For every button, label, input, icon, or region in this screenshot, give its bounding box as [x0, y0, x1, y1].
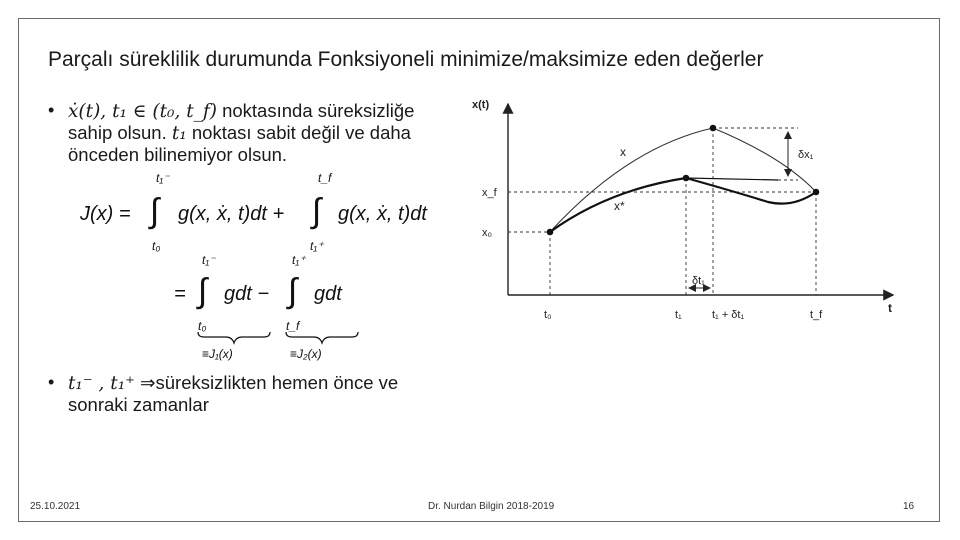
integral-sign-2: ∫: [312, 192, 322, 230]
delta-x1-label: δx₁: [798, 149, 814, 161]
eq-lhs: J(x) =: [80, 203, 131, 225]
point-tf: [813, 189, 820, 196]
eq-int2-lower: t₁⁺: [310, 239, 324, 253]
eq-int1-upper: t₁⁻: [156, 171, 170, 185]
point-t1-dt1: [710, 125, 717, 132]
bullet-dot: •: [48, 100, 55, 120]
bullet-2-line2: sonraki zamanlar: [68, 394, 209, 415]
point-t0: [547, 229, 554, 236]
eq-gdt2: gdt: [314, 283, 342, 305]
point-t1: [683, 175, 690, 182]
bullet-2-math: t₁⁻ , t₁⁺: [68, 373, 135, 394]
footer-date: 25.10.2021: [30, 501, 81, 512]
curve-xstar-label: x*: [614, 199, 625, 213]
y-tick-x0: x₀: [482, 227, 493, 239]
eq-int2-upper: t_f: [318, 171, 332, 185]
footer-author: Dr. Nurdan Bilgin 2018-2019: [428, 501, 555, 512]
integral-sign-4: ∫: [288, 272, 298, 310]
bullet-dot: •: [48, 372, 55, 392]
bullet-2-line1: ⇒süreksizlikten hemen önce ve: [140, 372, 399, 393]
underbrace-1: [198, 332, 270, 343]
eq-gdt1: gdt −: [224, 283, 270, 305]
integral-sign-3: ∫: [198, 272, 208, 310]
eq-integrand2: g(x, ẋ, t)dt: [338, 203, 427, 225]
x-tick-t1-dt1: t₁ + δt₁: [712, 309, 745, 321]
y-axis-label: x(t): [472, 99, 490, 111]
underbrace-2: [286, 332, 358, 343]
integral-sign-1: ∫: [150, 192, 160, 230]
brace1-label: ≡J₁(x): [202, 347, 233, 361]
delta-t1-label: δt₁: [692, 275, 705, 287]
bullet-1-line2-post: noktası sabit değil ve daha: [191, 122, 411, 143]
eq-int4-upper: t₁⁺: [292, 253, 306, 267]
discontinuity-figure: [468, 92, 908, 332]
eq2-prefix: =: [174, 283, 186, 305]
bullet-1-line3: önceden bilinemiyor olsun.: [68, 144, 288, 165]
eq-int3-upper: t₁⁻: [202, 253, 216, 267]
bullet-1-line1: noktasında süreksizliğe: [222, 100, 415, 121]
footer-page-number: 16: [903, 501, 915, 512]
bullet-1-line2-pre: sahip olsun.: [68, 122, 167, 143]
eq-integrand1: g(x, ẋ, t)dt +: [178, 203, 285, 225]
bullet-1-math: ẋ(t), t₁ ∈ (t₀, t_f): [68, 101, 217, 122]
slide-title: Parçalı süreklilik durumunda Fonksiyoneli minimize/maksimize eden değerler: [48, 48, 764, 71]
guide-lines: [508, 128, 816, 295]
x-tick-tf: t_f: [810, 309, 823, 321]
bridge-line: [686, 178, 778, 180]
eq-int4-lower: t_f: [286, 319, 300, 333]
x-axis-label: t: [888, 301, 892, 315]
curve-x-label: x: [620, 145, 626, 159]
equation-block: [60, 160, 460, 370]
x-tick-t0: t₀: [544, 309, 552, 321]
bullet-1-line2-math: t₁: [171, 123, 187, 144]
brace2-label: ≡J₂(x): [290, 347, 322, 361]
eq-int1-lower: t₀: [152, 239, 161, 253]
x-tick-t1: t₁: [675, 309, 682, 321]
y-tick-xf: x_f: [482, 187, 497, 199]
eq-int3-lower: t₀: [198, 319, 207, 333]
curve-xstar-right: [686, 178, 816, 204]
